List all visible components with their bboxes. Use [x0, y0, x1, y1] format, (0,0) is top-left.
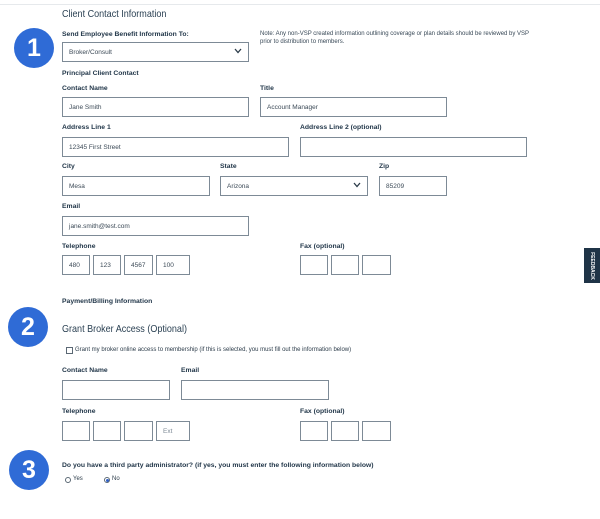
send-info-label: Send Employee Benefit Information To: — [62, 31, 189, 38]
send-info-value: Broker/Consult — [69, 48, 112, 56]
zip-value: 85209 — [386, 182, 405, 190]
broker-fax-label: Fax (optional) — [300, 408, 345, 415]
city-input[interactable] — [62, 176, 210, 196]
broker-email-input[interactable] — [181, 380, 329, 400]
broker-access-title: Grant Broker Access (Optional) — [62, 323, 187, 335]
broker-email-label: Email — [181, 367, 200, 374]
broker-fax-area-input[interactable] — [300, 421, 328, 441]
chevron-down-icon — [353, 182, 361, 188]
fax-label: Fax (optional) — [300, 243, 345, 250]
broker-contact-name-label: Contact Name — [62, 367, 108, 374]
broker-phone-prefix-input[interactable] — [93, 421, 121, 441]
state-value: Arizona — [227, 182, 250, 190]
phone-line-value: 4567 — [131, 261, 146, 269]
address1-input[interactable] — [62, 137, 289, 157]
address2-input[interactable] — [300, 137, 527, 157]
email-label: Email — [62, 203, 81, 210]
title-value: Account Manager — [267, 103, 318, 111]
tpa-no-radio[interactable] — [104, 477, 110, 483]
address1-value: 12345 First Street — [69, 143, 121, 151]
phone-ext-value: 100 — [163, 261, 174, 269]
state-select[interactable] — [220, 176, 368, 196]
state-label: State — [220, 163, 237, 170]
principal-contact-label: Principal Client Contact — [62, 70, 139, 77]
zip-label: Zip — [379, 163, 390, 170]
broker-fax-prefix-input[interactable] — [331, 421, 359, 441]
review-note: Note: Any non-VSP created information outlining coverage or plan details should be reviewed by VSP prior to distribution to members. — [260, 31, 529, 45]
address2-label: Address Line 2 (optional) — [300, 124, 382, 131]
email-value: jane.smith@test.com — [69, 222, 130, 230]
chevron-down-icon — [234, 48, 242, 54]
contact-name-label: Contact Name — [62, 85, 108, 92]
feedback-tab[interactable] — [584, 248, 600, 283]
title-label: Title — [260, 85, 274, 92]
broker-access-checkbox[interactable] — [66, 347, 73, 354]
broker-contact-name-input[interactable] — [62, 380, 170, 400]
feedback-label: FEEDBACK — [589, 251, 595, 280]
step-badge-3: 3 — [9, 450, 49, 490]
phone-ext-input[interactable] — [156, 255, 190, 275]
phone-prefix-value: 123 — [100, 261, 111, 269]
broker-phone-ext-input[interactable] — [156, 421, 190, 441]
tpa-yes-radio[interactable] — [65, 477, 71, 483]
step-badge-2: 2 — [8, 307, 48, 347]
broker-phone-line-input[interactable] — [124, 421, 153, 441]
send-info-select[interactable] — [62, 42, 249, 62]
broker-phone-area-input[interactable] — [62, 421, 90, 441]
telephone-label: Telephone — [62, 243, 96, 250]
client-contact-title: Client Contact Information — [62, 8, 167, 20]
fax-area-input[interactable] — [300, 255, 328, 275]
phone-area-input[interactable] — [62, 255, 90, 275]
fax-prefix-input[interactable] — [331, 255, 359, 275]
broker-fax-line-input[interactable] — [362, 421, 391, 441]
city-label: City — [62, 163, 75, 170]
broker-telephone-label: Telephone — [62, 408, 96, 415]
email-input[interactable] — [62, 216, 249, 236]
title-input[interactable] — [260, 97, 447, 117]
address1-label: Address Line 1 — [62, 124, 111, 131]
tpa-yes-label: Yes — [73, 476, 83, 482]
contact-name-value: Jane Smith — [69, 103, 102, 111]
fax-line-input[interactable] — [362, 255, 391, 275]
ext-placeholder: Ext — [163, 427, 173, 435]
zip-input[interactable] — [379, 176, 447, 196]
top-divider — [0, 4, 600, 5]
phone-prefix-input[interactable] — [93, 255, 121, 275]
city-value: Mesa — [69, 182, 85, 190]
phone-area-value: 480 — [69, 261, 80, 269]
tpa-no-label: No — [112, 476, 120, 482]
step-badge-1: 1 — [14, 28, 54, 68]
phone-line-input[interactable] — [124, 255, 153, 275]
payment-billing-label: Payment/Billing Information — [62, 298, 153, 305]
tpa-question: Do you have a third party administrator? (if yes, you must enter the following information below) — [62, 462, 374, 469]
contact-name-input[interactable] — [62, 97, 249, 117]
broker-access-checkbox-label: Grant my broker online access to membership (if this is selected, you must fill out the information below) — [75, 347, 352, 353]
